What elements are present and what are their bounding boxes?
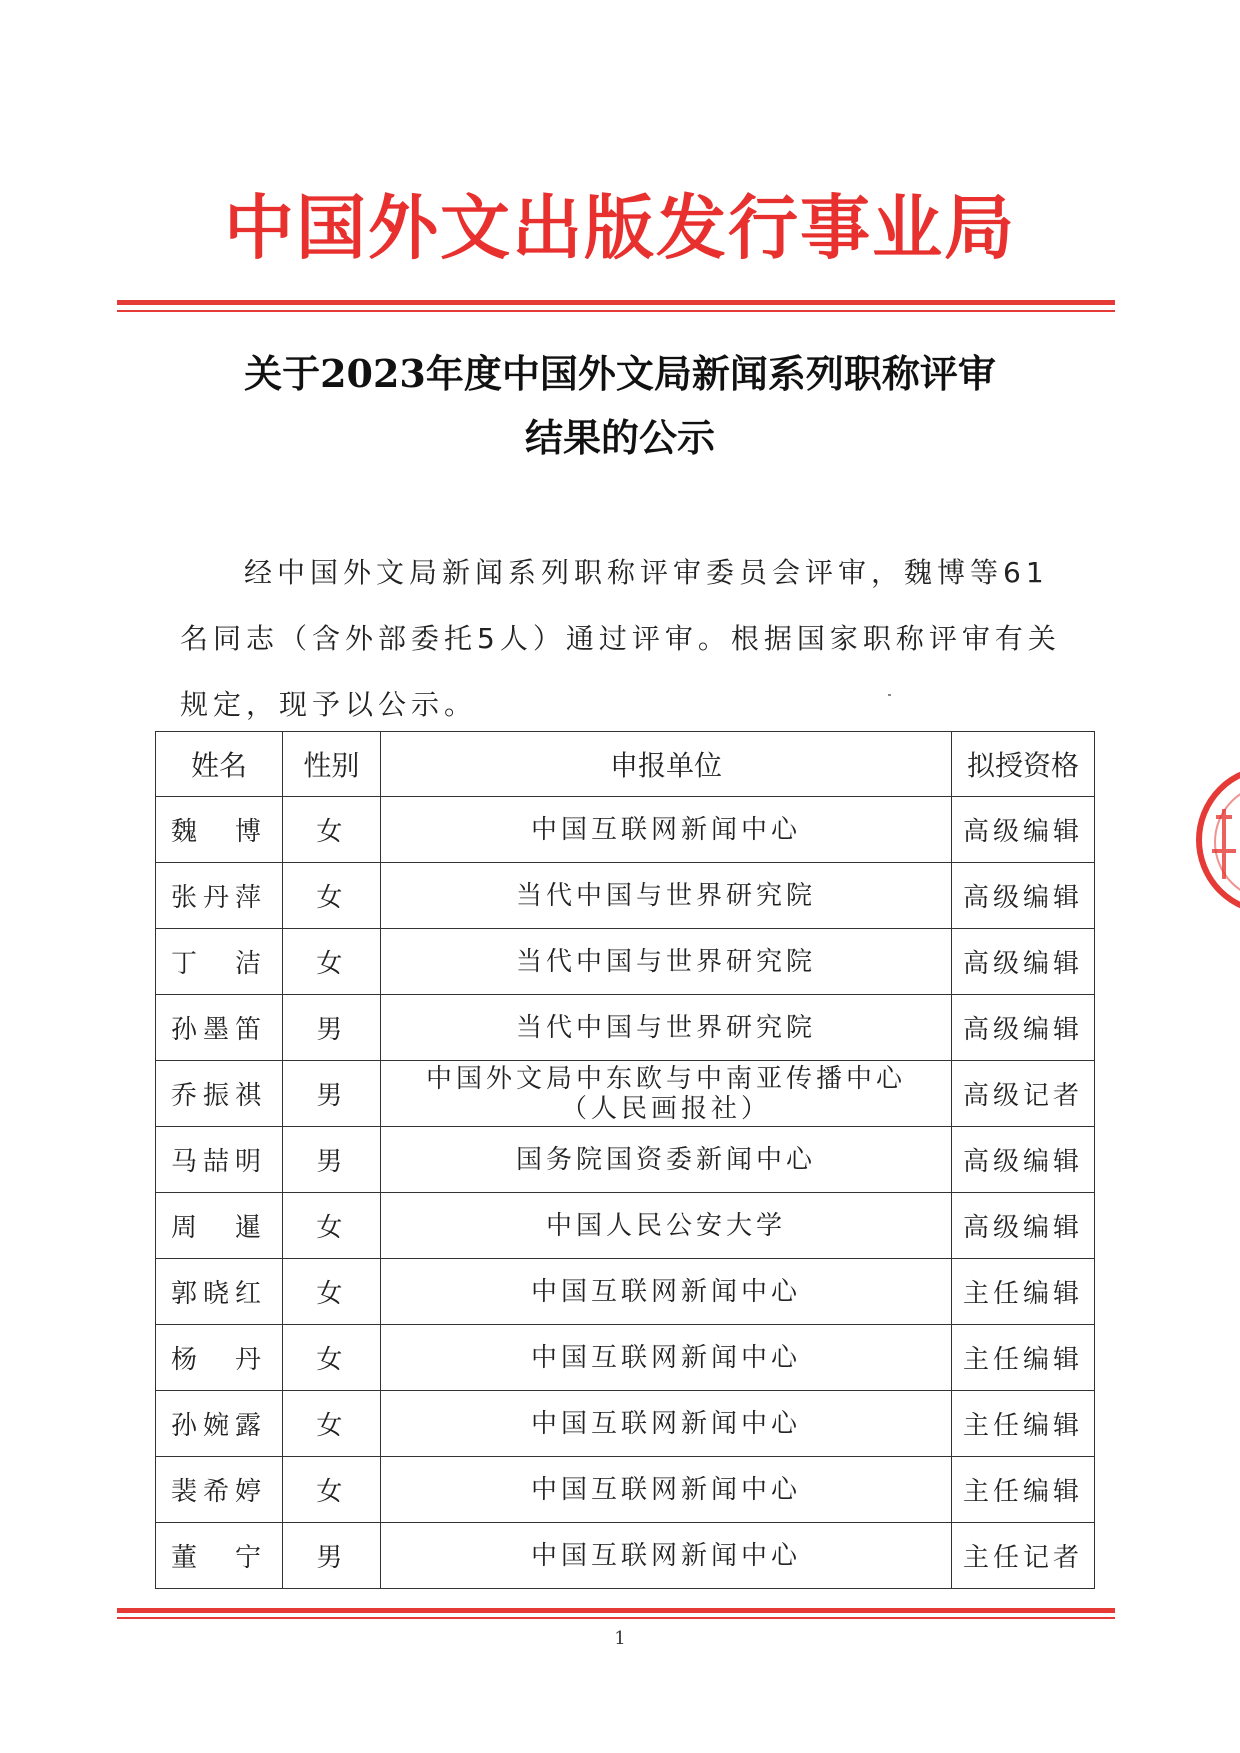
cell-name: 马喆明 bbox=[156, 1127, 283, 1193]
cell-unit bbox=[380, 1391, 951, 1457]
official-seal-icon bbox=[1196, 765, 1240, 915]
cell-qualification: 主任编辑 bbox=[952, 1457, 1095, 1523]
cell-qualification: 高级编辑 bbox=[952, 929, 1095, 995]
cell-gender: 女 bbox=[282, 1259, 380, 1325]
cell-qualification: 主任编辑 bbox=[952, 1259, 1095, 1325]
header-gender: 性别 bbox=[282, 732, 380, 797]
cell-name: 孙婉露 bbox=[156, 1391, 283, 1457]
cell-unit-line-1: 中国互联网新闻中心 bbox=[530, 1276, 801, 1307]
cell-name: 郭晓红 bbox=[156, 1259, 283, 1325]
cell-name: 杨 丹 bbox=[156, 1325, 283, 1391]
cell-unit-line-1: 中国外文局中东欧与中南亚传播中心 bbox=[425, 1063, 906, 1094]
document-title bbox=[150, 342, 1090, 470]
cell-unit bbox=[380, 1193, 951, 1259]
cell-unit bbox=[380, 863, 951, 929]
cell-unit-line-1: 当代中国与世界研究院 bbox=[515, 946, 816, 977]
table-header-row bbox=[156, 732, 1095, 797]
cell-name: 董 宁 bbox=[156, 1523, 283, 1589]
table-row bbox=[156, 1061, 1095, 1127]
cell-gender: 女 bbox=[282, 1325, 380, 1391]
cell-unit bbox=[380, 929, 951, 995]
table-row bbox=[156, 1259, 1095, 1325]
cell-name: 魏 博 bbox=[156, 797, 283, 863]
cell-gender: 男 bbox=[282, 995, 380, 1061]
scan-speck bbox=[888, 694, 891, 696]
cell-unit-line-1: 当代中国与世界研究院 bbox=[515, 1012, 816, 1043]
bottom-red-rule bbox=[117, 1608, 1115, 1613]
cell-unit bbox=[380, 1259, 951, 1325]
seal-glyph bbox=[1212, 809, 1236, 879]
bottom-red-rule-thin bbox=[117, 1617, 1115, 1619]
cell-unit-line-1: 中国互联网新闻中心 bbox=[530, 1540, 801, 1571]
top-red-rule bbox=[117, 300, 1115, 305]
table-row bbox=[156, 1325, 1095, 1391]
cell-unit bbox=[380, 1061, 951, 1127]
cell-unit-line-1: 中国互联网新闻中心 bbox=[530, 1342, 801, 1373]
cell-name: 张丹萍 bbox=[156, 863, 283, 929]
cell-unit bbox=[380, 797, 951, 863]
cell-gender: 女 bbox=[282, 1193, 380, 1259]
cell-name: 周 暹 bbox=[156, 1193, 283, 1259]
table-row bbox=[156, 863, 1095, 929]
table-row bbox=[156, 995, 1095, 1061]
top-red-rule-thin bbox=[117, 310, 1115, 312]
table-row bbox=[156, 929, 1095, 995]
title-line-2: 结果的公示 bbox=[524, 415, 715, 460]
table-row bbox=[156, 1193, 1095, 1259]
cell-unit-line-1: 中国互联网新闻中心 bbox=[530, 1474, 801, 1505]
table-row bbox=[156, 1391, 1095, 1457]
cell-unit bbox=[380, 1325, 951, 1391]
cell-gender: 男 bbox=[282, 1127, 380, 1193]
header-name: 姓名 bbox=[156, 732, 283, 797]
cell-gender: 女 bbox=[282, 863, 380, 929]
notice-body: 经中国外文局新闻系列职称评审委员会评审，魏博等61名同志（含外部委托5人）通过评审。根据国家职称评审有关规定，现予以公示。 bbox=[180, 556, 1061, 721]
letterhead-title: 中国外文出版发行事业局 bbox=[224, 186, 1016, 269]
cell-qualification: 高级编辑 bbox=[952, 995, 1095, 1061]
results-table bbox=[155, 731, 1095, 1589]
cell-gender: 男 bbox=[282, 1061, 380, 1127]
cell-qualification: 高级编辑 bbox=[952, 863, 1095, 929]
cell-unit-line-1: 国务院国资委新闻中心 bbox=[515, 1144, 816, 1175]
header-unit: 申报单位 bbox=[380, 732, 951, 797]
header-qualification: 拟授资格 bbox=[952, 732, 1095, 797]
cell-name: 孙墨笛 bbox=[156, 995, 283, 1061]
cell-gender: 女 bbox=[282, 797, 380, 863]
cell-gender: 女 bbox=[282, 1457, 380, 1523]
cell-name: 乔振祺 bbox=[156, 1061, 283, 1127]
cell-gender: 男 bbox=[282, 1523, 380, 1589]
title-line-1: 关于2023年度中国外文局新闻系列职称评审 bbox=[244, 351, 996, 396]
cell-gender: 女 bbox=[282, 1391, 380, 1457]
table-row bbox=[156, 1127, 1095, 1193]
cell-qualification: 主任编辑 bbox=[952, 1325, 1095, 1391]
cell-unit bbox=[380, 1457, 951, 1523]
cell-unit-line-1: 当代中国与世界研究院 bbox=[515, 880, 816, 911]
cell-unit-line-1: 中国互联网新闻中心 bbox=[530, 1408, 801, 1439]
cell-unit-line-1: 中国互联网新闻中心 bbox=[530, 814, 801, 845]
cell-unit-line-2: （人民画报社） bbox=[560, 1093, 771, 1124]
page-number: 1 bbox=[614, 1628, 626, 1649]
cell-unit-line-1: 中国人民公安大学 bbox=[545, 1210, 786, 1241]
cell-qualification: 主任编辑 bbox=[952, 1391, 1095, 1457]
table-row bbox=[156, 1523, 1095, 1589]
cell-unit bbox=[380, 995, 951, 1061]
cell-qualification: 主任记者 bbox=[952, 1523, 1095, 1589]
cell-qualification: 高级编辑 bbox=[952, 797, 1095, 863]
table-row bbox=[156, 797, 1095, 863]
cell-unit bbox=[380, 1127, 951, 1193]
cell-qualification: 高级编辑 bbox=[952, 1193, 1095, 1259]
table-row bbox=[156, 1457, 1095, 1523]
cell-name: 丁 洁 bbox=[156, 929, 283, 995]
cell-qualification: 高级记者 bbox=[952, 1061, 1095, 1127]
table-body bbox=[156, 797, 1095, 1589]
cell-gender: 女 bbox=[282, 929, 380, 995]
cell-unit bbox=[380, 1523, 951, 1589]
cell-name: 裴希婷 bbox=[156, 1457, 283, 1523]
cell-qualification: 高级编辑 bbox=[952, 1127, 1095, 1193]
